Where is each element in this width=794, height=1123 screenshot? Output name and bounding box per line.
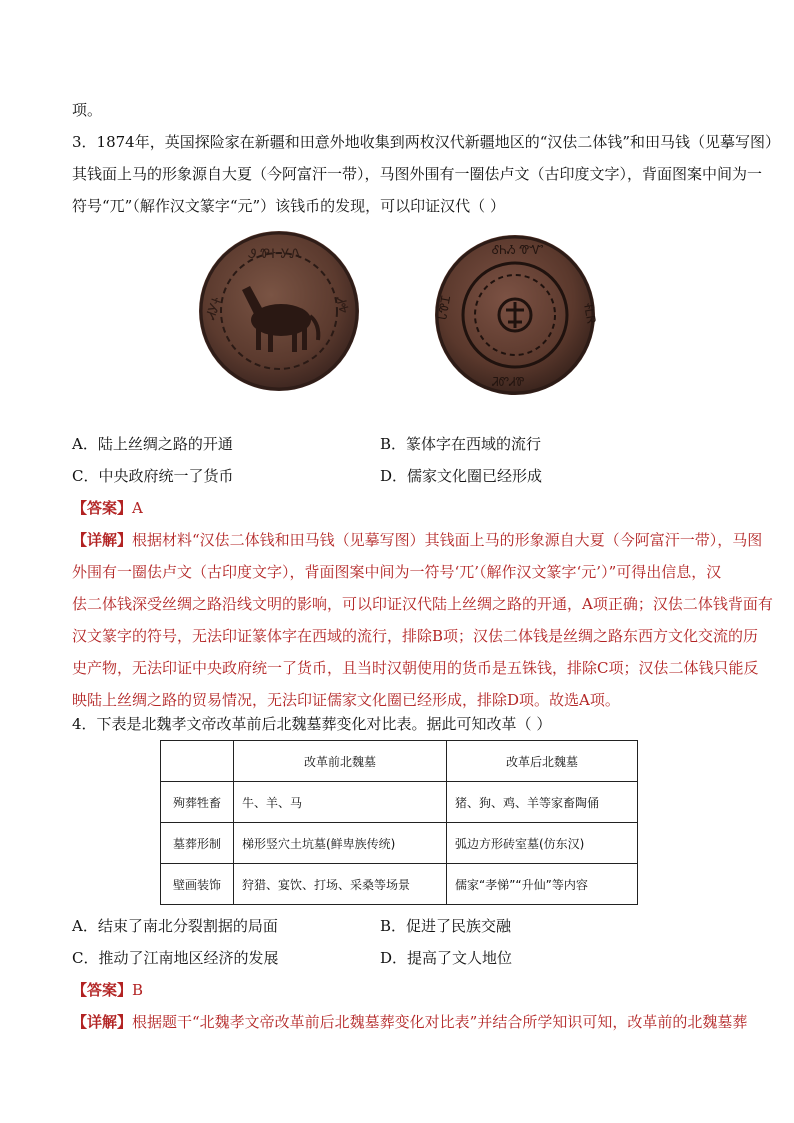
table-cell: 梯形竖穴土坑墓(鲜卑族传统) (234, 823, 447, 864)
table-row-label: 殉葬牲畜 (161, 782, 234, 823)
table-cell: 弧边方形砖室墓(仿东汉) (447, 823, 638, 864)
detail-label: 【详解】 (72, 531, 133, 549)
svg-text:ᏘᏛᏗᏈ: ᏘᏛᏗᏈ (492, 375, 525, 389)
q4-option-c[interactable]: C．推动了江南地区经济的发展 (72, 949, 279, 967)
coin-back-image (432, 232, 598, 402)
q4-answer (72, 980, 143, 1000)
q3-option-d[interactable]: D．儒家文化圈已经形成 (380, 467, 543, 485)
previous-answer-fragment: 项。 (72, 101, 103, 119)
svg-text:ᏗᎩᏐ: ᏗᎩᏐ (203, 295, 226, 322)
table-cell: 儒家“孝悌”“升仙”等内容 (447, 864, 638, 905)
table-header-row (161, 741, 638, 782)
svg-text:ᏐᏞᏒ: ᏐᏞᏒ (581, 302, 598, 325)
burial-comparison-table (160, 740, 638, 905)
q3-detail-line-6: 映陆上丝绸之路的贸易情况，无法印证儒家文化圈已经形成，排除D项。故选A项。 (72, 691, 620, 709)
table-cell: 狩猎、宴饮、打场、采桑等场景 (234, 864, 447, 905)
table-row-label: 壁画装饰 (161, 864, 234, 905)
table-row (161, 823, 638, 864)
detail-label: 【详解】 (72, 1013, 133, 1031)
answer-label: 【答案】 (72, 981, 133, 999)
q3-option-b[interactable]: B．篆体字在西域的流行 (380, 435, 542, 453)
q4-detail-line-1: 【详解】根据题干“北魏孝文帝改革前后北魏墓葬变化对比表”并结合所学知识可知，改革前的北魏墓葬 (72, 1013, 748, 1031)
q4-stem: 4．下表是北魏孝文帝改革前后北魏墓葬变化对比表。据此可知改革（ ） (72, 715, 552, 733)
q3-detail-line-5: 史产物，无法印证中央政府统一了货币，且当时汉朝使用的货币是五铢钱，排除C项；汉佉二体钱只能反 (72, 659, 759, 677)
table-header-cell: 改革后北魏墓 (447, 741, 638, 782)
q4-option-a[interactable]: A．结束了南北分裂割据的局面 (72, 917, 278, 935)
table-row (161, 864, 638, 905)
svg-text:ᏓᏡᏆ: ᏓᏡᏆ (435, 294, 454, 321)
svg-text:ᏗᎭ: ᏗᎭ (332, 295, 351, 316)
q3-detail-line-4: 汉文篆字的符号，无法印证篆体字在西域的流行，排除B项；汉佉二体钱是丝绸之路东西方文化交流的历 (72, 627, 759, 645)
coin-front-image (196, 228, 362, 398)
q3-stem-line-1: 3．1874年，英国探险家在新疆和田意外地收集到两枚汉代新疆地区的“汉佉二体钱”和田马钱（见摹写图） (72, 133, 781, 151)
answer-value: A (132, 499, 143, 517)
q3-detail-line-1: 【详解】根据材料“汉佉二体钱和田马钱（见摹写图）其钱面上马的形象源自大夏（今阿富汗一带），马图 (72, 531, 763, 549)
table-cell: 牛、羊、马 (234, 782, 447, 823)
table-row (161, 782, 638, 823)
answer-label: 【答案】 (72, 499, 133, 517)
table-header-cell (161, 741, 234, 782)
svg-text:Ꮽ ᏈᏐ ᎩᏁ: Ꮽ ᏈᏐ ᎩᏁ (248, 247, 301, 262)
q3-detail-line-2: 外围有一圈佉卢文（古印度文字），背面图案中间为一符号‘兀’（解作汉文篆字‘元’）”可得出信息，汉 (72, 563, 722, 581)
table-cell: 猪、狗、鸡、羊等家畜陶俑 (447, 782, 638, 823)
q3-stem-line-2: 其钱面上马的形象源自大夏（今阿富汗一带），马图外围有一圈佉卢文（古印度文字），背面图案中间为一 (72, 165, 763, 183)
q3-answer (72, 498, 143, 518)
svg-text:ᎴᏂᏱ ᏡᏉ: ᎴᏂᏱ ᏡᏉ (492, 243, 544, 257)
table-header-cell: 改革前北魏墓 (234, 741, 447, 782)
q4-option-d[interactable]: D．提高了文人地位 (380, 949, 513, 967)
q3-option-a[interactable]: A．陆上丝绸之路的开通 (72, 435, 233, 453)
q3-option-c[interactable]: C．中央政府统一了货币 (72, 467, 234, 485)
q3-detail-line-3: 佉二体钱深受丝绸之路沿线文明的影响，可以印证汉代陆上丝绸之路的开通，A项正确；汉佉二体钱背面有 (72, 595, 773, 613)
table-row-label: 墓葬形制 (161, 823, 234, 864)
q3-stem-line-3: 符号“兀”（解作汉文篆字“元”）该钱币的发现，可以印证汉代（ ） (72, 197, 505, 215)
q4-option-b[interactable]: B．促进了民族交融 (380, 917, 512, 935)
answer-value: B (132, 981, 144, 999)
